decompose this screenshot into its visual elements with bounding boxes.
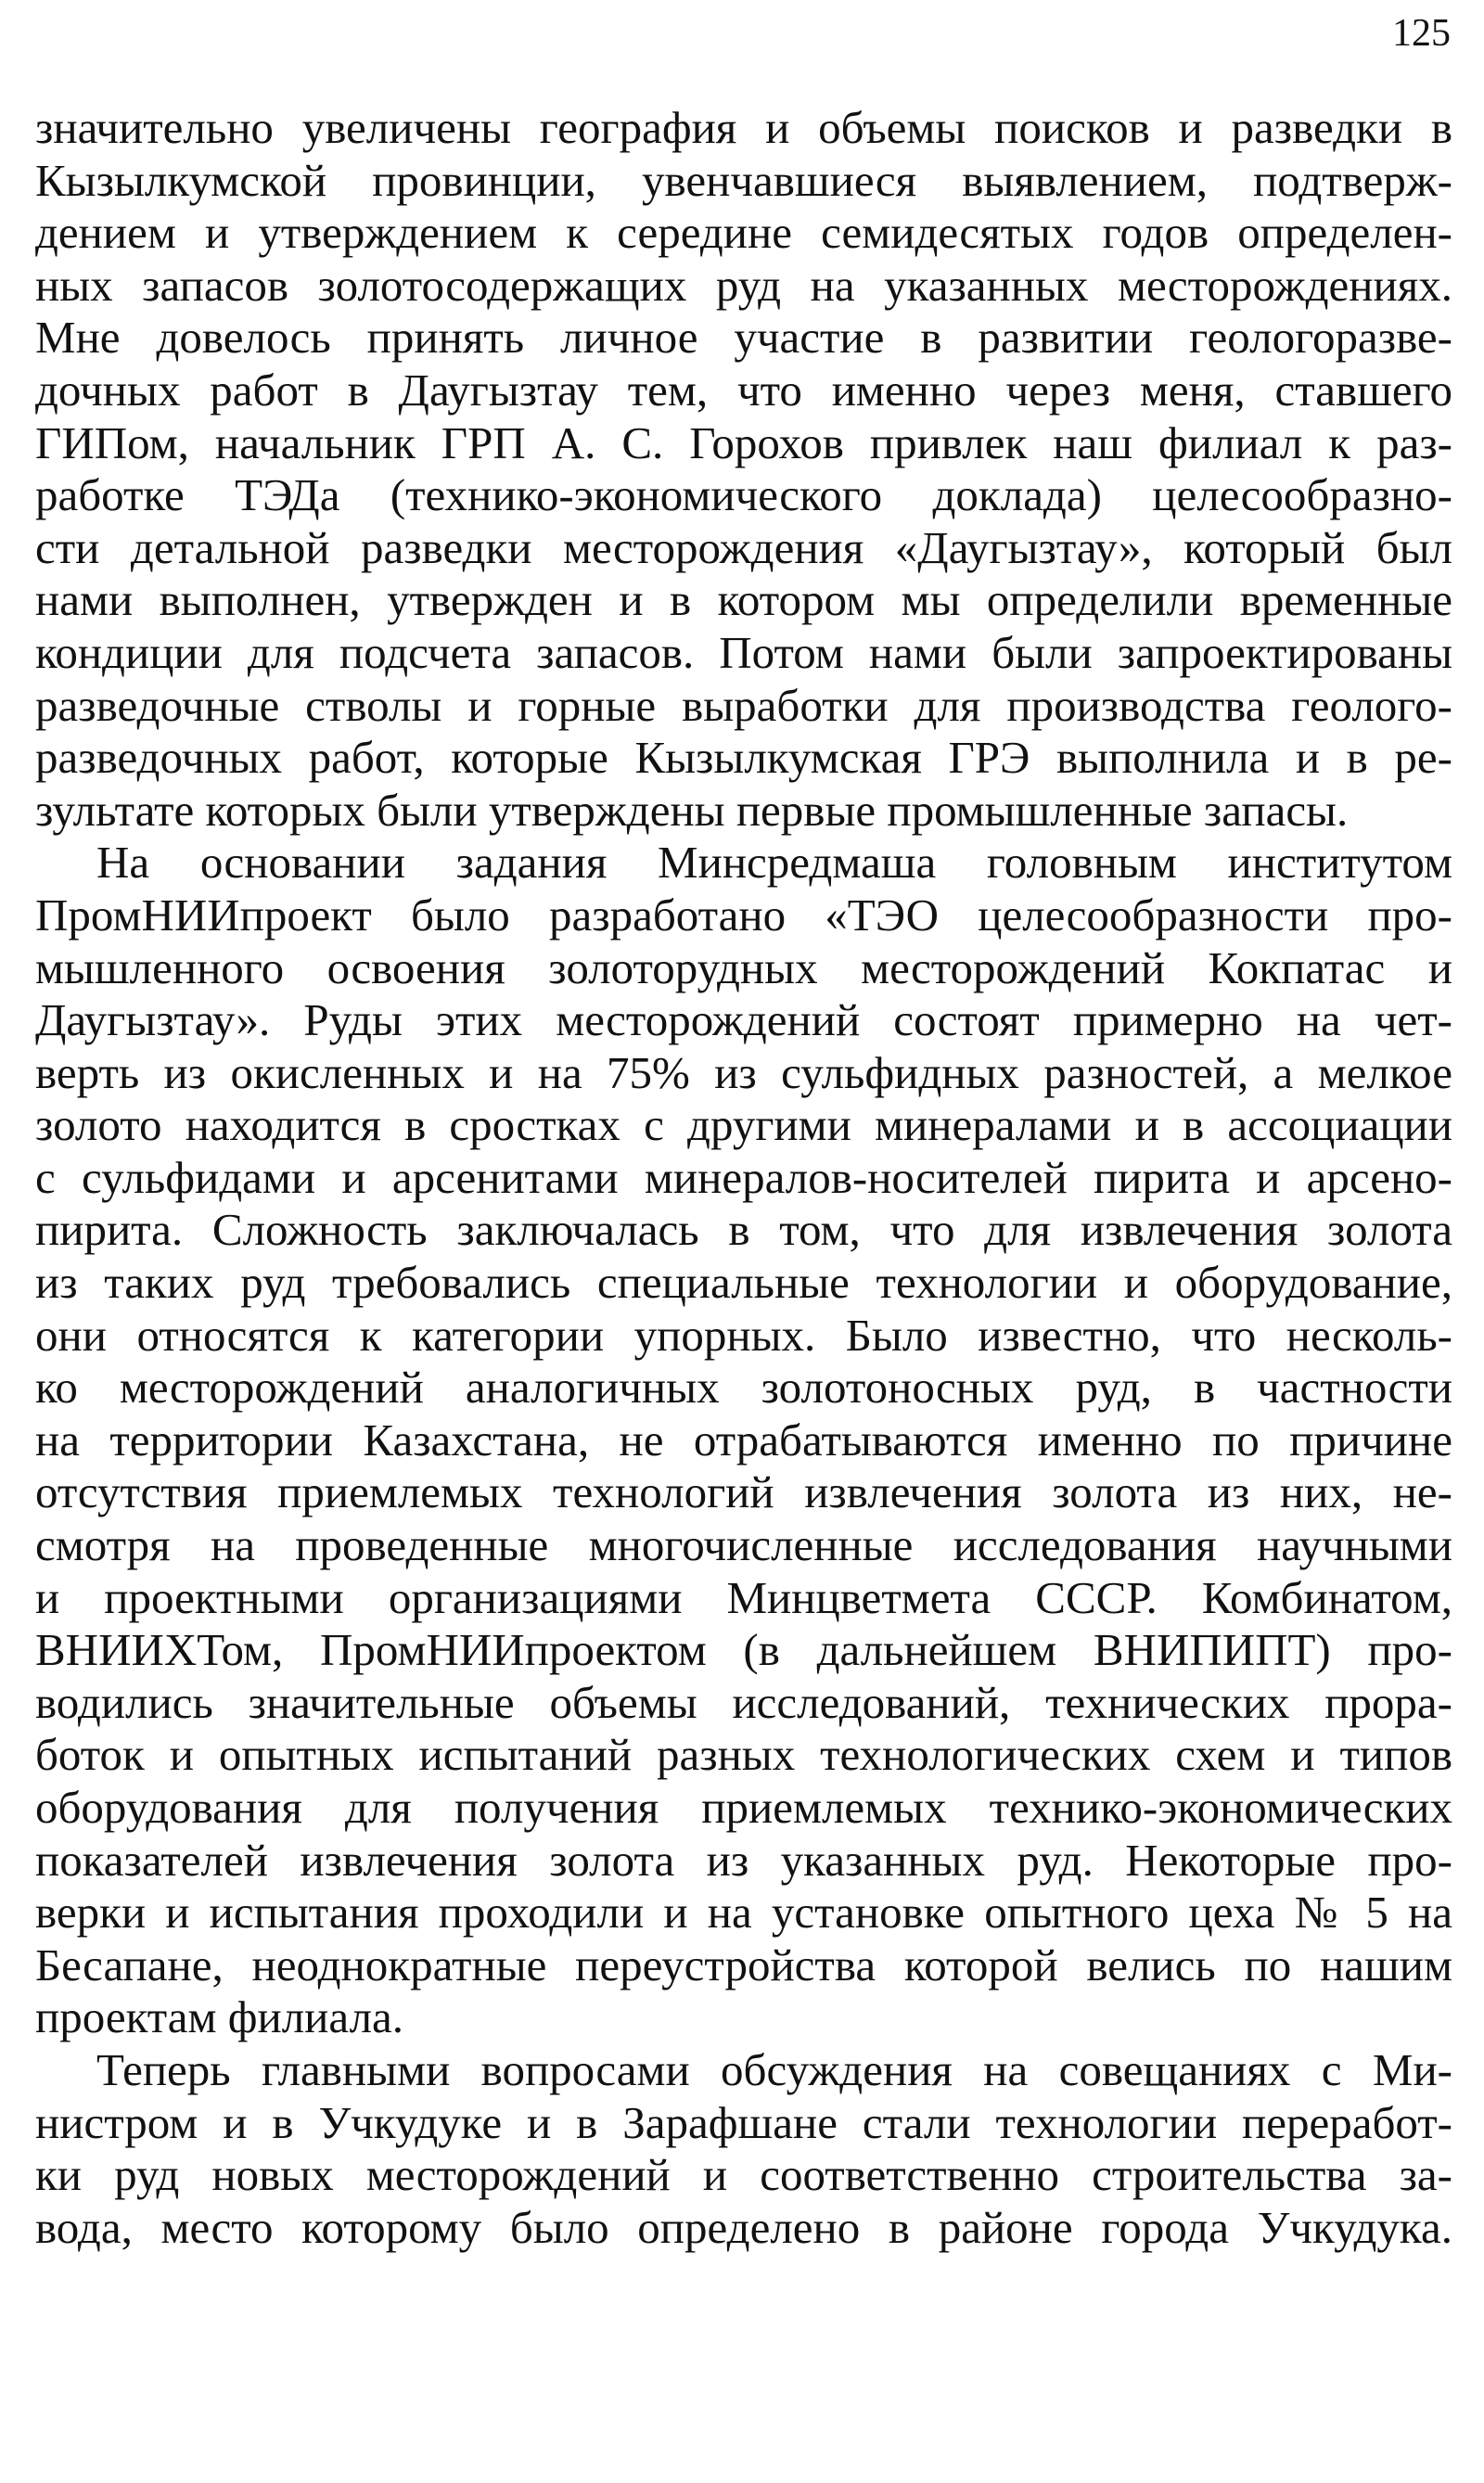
text-line: ГИПом, начальник ГРП А. С. Горохов привлек наш филиал к раз- bbox=[35, 416, 1452, 468]
text-line: нистром и в Учкудуке и в Зарафшане стали технологии переработ- bbox=[35, 2096, 1452, 2148]
body-text bbox=[35, 102, 1452, 2254]
text-line: ко месторождений аналогичных золотоносных руд, в частности bbox=[35, 1362, 1452, 1414]
text-line: отсутствия приемлемых технологий извлечения золота из них, не- bbox=[35, 1466, 1452, 1518]
text-line: зультате которых были утверждены первые промышленные запасы. bbox=[35, 784, 1349, 836]
text-line: водились значительные объемы исследований, технических прора- bbox=[35, 1676, 1452, 1728]
text-line: верть из окисленных и на 75% из сульфидных разностей, а мелкое bbox=[35, 1046, 1452, 1098]
text-line: и проектными организациями Минцветмета СССР. Комбинатом, bbox=[35, 1571, 1452, 1623]
text-line: работке ТЭДа (технико-экономического доклада) целесообразно- bbox=[35, 469, 1452, 521]
text-line: мышленного освоения золоторудных месторождений Кокпатас и bbox=[35, 941, 1452, 993]
text-line: пирита. Сложность заключалась в том, что для извлечения золота bbox=[35, 1204, 1452, 1256]
text-line: кондиции для подсчета запасов. Потом нами были запроектированы bbox=[35, 626, 1452, 678]
text-line: ных запасов золотосодержащих руд на указанных месторождениях. bbox=[35, 259, 1452, 311]
text-line: верки и испытания проходили и на установке опытного цеха № 5 на bbox=[35, 1887, 1452, 1939]
text-line: дочных работ в Даугызтау тем, что именно через меня, ставшего bbox=[35, 364, 1452, 416]
text-line: они относятся к категории упорных. Было известно, что несколь- bbox=[35, 1309, 1452, 1361]
text-line: сти детальной разведки месторождения «Даугызтау», который был bbox=[35, 521, 1452, 573]
text-line: нами выполнен, утвержден и в котором мы определили временные bbox=[35, 574, 1452, 626]
text-line: Даугызтау». Руды этих месторождений состоят примерно на чет- bbox=[35, 994, 1452, 1046]
text-line: ВНИИХТом, ПромНИИпроектом (в дальнейшем ВНИПИПТ) про- bbox=[35, 1624, 1452, 1676]
text-line: проектам филиала. bbox=[35, 1991, 404, 2043]
page-number: 125 bbox=[1392, 12, 1451, 55]
text-line: ПромНИИпроект было разработано «ТЭО целесообразности про- bbox=[35, 889, 1452, 941]
text-line: боток и опытных испытаний разных технологических схем и типов bbox=[35, 1729, 1452, 1781]
text-line: золото находится в сростках с другими минералами и в ассоциации bbox=[35, 1099, 1452, 1151]
text-line: на территории Казахстана, не отрабатываются именно по причине bbox=[35, 1414, 1452, 1465]
text-line: из таких руд требовались специальные технологии и оборудование, bbox=[35, 1257, 1452, 1309]
text-line: значительно увеличены география и объемы поисков и разведки в bbox=[35, 102, 1452, 153]
text-line: Мне довелось принять личное участие в развитии геологоразве- bbox=[35, 312, 1452, 364]
text-line: разведочные стволы и горные выработки для производства геолого- bbox=[35, 679, 1452, 731]
text-line: оборудования для получения приемлемых технико-экономических bbox=[35, 1782, 1452, 1833]
text-line: Бесапане, неоднократные переустройства которой велись по нашим bbox=[35, 1939, 1452, 1990]
text-line: смотря на проведенные многочисленные исследования научными bbox=[35, 1519, 1452, 1571]
text-line: Кызылкумской провинции, увенчавшиеся выявлением, подтверж- bbox=[35, 154, 1452, 206]
text-line: показателей извлечения золота из указанных руд. Некоторые про- bbox=[35, 1834, 1452, 1886]
text-line: разведочных работ, которые Кызылкумская ГРЭ выполнила и в ре- bbox=[35, 732, 1452, 784]
paragraph-start-line: На основании задания Минсредмаша головным институтом bbox=[96, 837, 1452, 889]
text-line: ки руд новых месторождений и соответственно строительства за- bbox=[35, 2149, 1452, 2201]
text-line: с сульфидами и арсенитами минералов-носителей пирита и арсено- bbox=[35, 1151, 1452, 1203]
text-line: вода, место которому было определено в районе города Учкудука. bbox=[35, 2201, 1452, 2253]
text-line: дением и утверждением к середине семидесятых годов определен- bbox=[35, 207, 1452, 259]
paragraph-start-line: Теперь главными вопросами обсуждения на совещаниях с Ми- bbox=[96, 2043, 1452, 2095]
